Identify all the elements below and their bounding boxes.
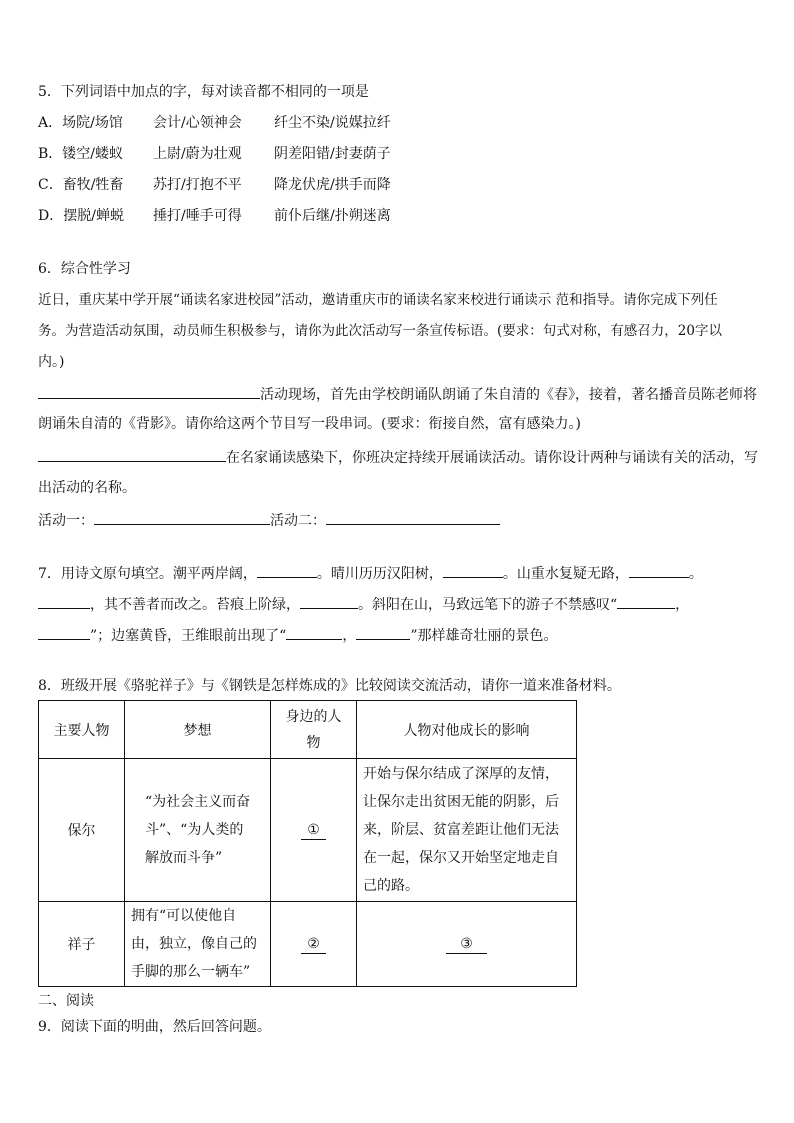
option-a-part2: 会计/心领神会 <box>153 115 242 131</box>
transition-words-blank[interactable] <box>38 446 226 462</box>
paragraph3-text: 在名家诵读感染下，你班决定持续开展诵读活动。请你设计两种与诵读有关的活动，写 <box>226 450 758 466</box>
q7-text-9: ， <box>342 628 357 644</box>
option-b-part3: 阴差阳错/封妻荫子 <box>274 146 391 162</box>
q6-paragraph2-line1 <box>38 383 757 405</box>
q6-paragraph1-line3: 内。) <box>38 354 65 370</box>
q6-paragraph3-line1 <box>38 446 758 468</box>
cell-name: 保尔 <box>39 759 125 902</box>
option-a-part1: A．场院/场馆 <box>38 115 123 131</box>
activity2-blank[interactable] <box>326 509 500 525</box>
q7-blank-6[interactable] <box>617 593 675 609</box>
q6-activities-line <box>38 509 500 531</box>
option-c-part2: 苏打/打抱不平 <box>153 177 242 193</box>
q7-blank-3[interactable] <box>629 562 689 578</box>
q7-text-3: 。山重水复疑无路， <box>502 566 629 582</box>
q7-blank-2[interactable] <box>443 562 503 578</box>
option-a-part3: 纤尘不染/说媒拉纤 <box>274 115 391 131</box>
option-d-part3: 前仆后继/扑朔迷离 <box>274 208 391 224</box>
cell-dream: 拥有“可以使他自由，独立，像自己的手脚的那么一辆车” <box>125 902 271 987</box>
option-b-part1: B．镂空/蝼蚁 <box>38 146 124 162</box>
q7-blank-9[interactable] <box>356 624 410 640</box>
option-d-part1: D．摆脱/蝉蜕 <box>38 208 124 224</box>
q8-stem: 8．班级开展《骆驼祥子》与《钢铁是怎样炼成的》比较阅读交流活动，请你一道来准备材料。 <box>38 678 621 694</box>
table-row <box>39 902 577 987</box>
paragraph2-text: 活动现场，首先由学校朗诵队朗诵了朱自清的《春》，接着，著名播音员陈老师将 <box>260 387 757 403</box>
option-c-part1: C．畜牧/牲畜 <box>38 177 124 193</box>
q7-text-1: 7．用诗文原句填空。潮平两岸阔， <box>38 566 257 582</box>
q7-blank-4[interactable] <box>38 593 90 609</box>
cell-dream: “为社会主义而奋斗”、“为人类的解放而斗争” <box>125 759 271 902</box>
q7-line2 <box>38 593 689 615</box>
q7-blank-8[interactable] <box>286 624 342 640</box>
q7-text-6: 。斜阳在山，马致远笔下的游子不禁感叹“ <box>358 597 618 613</box>
header-dream: 梦想 <box>125 701 271 759</box>
cell-person[interactable] <box>271 902 357 987</box>
q9-stem: 9．阅读下面的明曲，然后回答问题。 <box>38 1019 271 1035</box>
q6-paragraph3-line2: 出活动的名称。 <box>38 480 136 496</box>
q7-text-5: ，其不善者而改之。苔痕上阶绿， <box>90 597 300 613</box>
table-header-row <box>39 701 577 759</box>
cell-name: 祥子 <box>39 902 125 987</box>
answer-blank-1[interactable]: ① <box>301 821 326 840</box>
activity2-label: 活动二： <box>270 513 326 529</box>
q7-line1 <box>38 562 703 584</box>
answer-blank-3[interactable]: ③ <box>446 935 487 954</box>
option-b-part2: 上尉/蔚为壮观 <box>153 146 242 162</box>
header-influence: 人物对他成长的影响 <box>357 701 577 759</box>
q5-stem: 5．下列词语中加点的字，每对读音都不相同的一项是 <box>38 84 369 100</box>
slogan-blank[interactable] <box>38 383 260 399</box>
cell-person[interactable] <box>271 759 357 902</box>
table-row <box>39 759 577 902</box>
q7-blank-5[interactable] <box>300 593 358 609</box>
q7-text-4: 。 <box>688 566 703 582</box>
cell-influence[interactable] <box>357 902 577 987</box>
q7-text-8: ”；边塞黄昏，王维眼前出现了“ <box>90 628 287 644</box>
header-nearby-person: 身边的人物 <box>271 701 357 759</box>
q6-paragraph2-line2: 朗诵朱自清的《背影》。请你给这两个节目写一段串词。(要求：衔接自然，富有感染力。) <box>38 416 581 432</box>
option-c-part3: 降龙伏虎/拱手而降 <box>274 177 391 193</box>
q7-blank-1[interactable] <box>257 562 317 578</box>
cell-influence: 开始与保尔结成了深厚的友情，让保尔走出贫困无能的阴影，后来，阶层、贫富差距让他们无法在一起，保尔又开始坚定地走自己的路。 <box>357 759 577 902</box>
q6-paragraph1-line2: 务。为营造活动氛围，动员师生积极参与，请你为此次活动写一条宣传标语。(要求：句式对称，有感召力，20字以 <box>38 323 722 339</box>
q7-text-2: 。晴川历历汉阳树， <box>316 566 443 582</box>
section-reading-title: 二、阅读 <box>38 993 94 1009</box>
comparison-table <box>38 700 577 987</box>
q7-line3 <box>38 624 558 646</box>
header-main-character: 主要人物 <box>39 701 125 759</box>
activity1-blank[interactable] <box>94 509 270 525</box>
q6-paragraph1-line1: 近日，重庆某中学开展“诵读名家进校园”活动，邀请重庆市的诵读名家来校进行诵读示 范和指导。请你完成下列任 <box>38 292 718 308</box>
activity1-label: 活动一： <box>38 513 94 529</box>
answer-blank-2[interactable]: ② <box>301 935 326 954</box>
option-d-part2: 捶打/唾手可得 <box>153 208 242 224</box>
q7-text-7: ， <box>675 597 690 613</box>
q7-text-10: ”那样雄奇壮丽的景色。 <box>410 628 558 644</box>
q7-blank-7[interactable] <box>38 624 90 640</box>
q6-title: 6．综合性学习 <box>38 261 131 277</box>
